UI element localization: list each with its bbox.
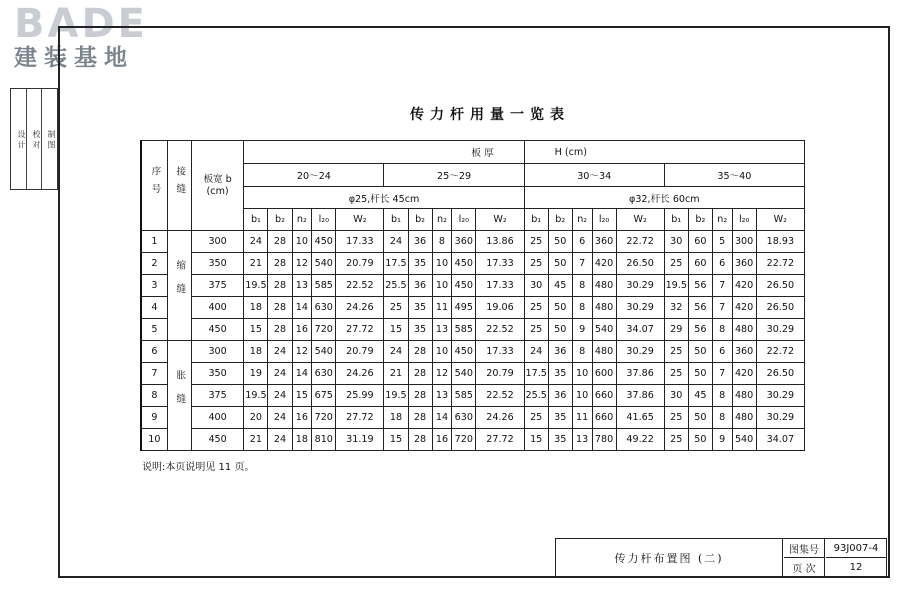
- table-cell: 50: [548, 231, 572, 253]
- table-cell: 11: [432, 297, 452, 319]
- table-cell: 810: [312, 429, 336, 451]
- table-cell: 25: [664, 363, 688, 385]
- table-cell: 11: [572, 407, 592, 429]
- table-cell: 28: [408, 385, 432, 407]
- table-cell: 30.29: [616, 275, 664, 297]
- table-row: [141, 253, 805, 275]
- table-cell: 25: [664, 429, 688, 451]
- table-cell: 34.07: [756, 429, 804, 451]
- table-cell: 50: [688, 407, 712, 429]
- table-cell: 660: [592, 407, 616, 429]
- row-number: 10: [141, 429, 167, 451]
- table-cell: 56: [688, 297, 712, 319]
- table-cell: 24.26: [336, 363, 384, 385]
- row-number: 6: [141, 341, 167, 363]
- table-cell: 540: [452, 363, 476, 385]
- table-cell: 37.86: [616, 385, 664, 407]
- table-cell: 24: [244, 231, 268, 253]
- table-cell: 540: [592, 319, 616, 341]
- table-cell: 49.22: [616, 429, 664, 451]
- row-width: 450: [191, 319, 244, 341]
- table-cell: 600: [592, 363, 616, 385]
- table-row: [141, 319, 805, 341]
- table-cell: 22.52: [476, 385, 524, 407]
- table-cell: 420: [592, 253, 616, 275]
- row-width: 350: [191, 363, 244, 385]
- table-cell: 720: [312, 319, 336, 341]
- row-width: 300: [191, 231, 244, 253]
- table-cell: 21: [244, 253, 268, 275]
- subheader-4: W₂: [336, 209, 384, 231]
- table-cell: 17.5: [524, 363, 548, 385]
- table-cell: 15: [384, 429, 408, 451]
- table-cell: 10: [572, 363, 592, 385]
- table-cell: 13: [292, 275, 312, 297]
- table-cell: 35: [548, 363, 572, 385]
- table-cell: 19.5: [244, 275, 268, 297]
- row-number: 4: [141, 297, 167, 319]
- table-cell: 10: [432, 341, 452, 363]
- table-cell: 16: [432, 429, 452, 451]
- table-cell: 24: [268, 385, 292, 407]
- header-width: 板宽 b (cm): [191, 141, 244, 231]
- table-cell: 27.72: [336, 319, 384, 341]
- atlas-label: 图集号: [784, 539, 825, 558]
- table-cell: 36: [408, 275, 432, 297]
- table-cell: 450: [452, 253, 476, 275]
- subheader-0: b₁: [524, 209, 548, 231]
- table-cell: 480: [592, 341, 616, 363]
- row-number: 2: [141, 253, 167, 275]
- table-cell: 5: [712, 231, 732, 253]
- sidebar-col-check: 校 对: [32, 129, 41, 149]
- page-title: 传力杆用量一览表: [410, 107, 570, 123]
- table-cell: 630: [452, 407, 476, 429]
- table-cell: 14: [292, 297, 312, 319]
- table-cell: 36: [548, 385, 572, 407]
- logo-mark: BADE: [14, 1, 148, 47]
- row-number: 5: [141, 319, 167, 341]
- table-cell: 25: [524, 231, 548, 253]
- table-cell: 720: [312, 407, 336, 429]
- subheader-3: l₂₀: [592, 209, 616, 231]
- table-cell: 8: [712, 385, 732, 407]
- table-cell: 15: [292, 385, 312, 407]
- table-cell: 30: [524, 275, 548, 297]
- table-cell: 495: [452, 297, 476, 319]
- table-cell: 25: [524, 253, 548, 275]
- table-cell: 8: [572, 297, 592, 319]
- table-cell: 18: [244, 297, 268, 319]
- table-cell: 9: [572, 319, 592, 341]
- table-cell: 13: [432, 319, 452, 341]
- table-cell: 12: [432, 363, 452, 385]
- table-cell: 585: [452, 319, 476, 341]
- table-cell: 13: [572, 429, 592, 451]
- table-cell: 26.50: [756, 275, 804, 297]
- table-cell: 35: [548, 429, 572, 451]
- bar-spec-32: φ32,杆长 60cm: [524, 187, 804, 209]
- table-cell: 35: [548, 407, 572, 429]
- table-cell: 13.86: [476, 231, 524, 253]
- table-cell: 7: [572, 253, 592, 275]
- row-width: 375: [191, 275, 244, 297]
- table-cell: 24: [268, 363, 292, 385]
- joint-group-expand: 胀缝: [167, 341, 191, 451]
- table-cell: 14: [432, 407, 452, 429]
- table-cell: 26.50: [756, 363, 804, 385]
- table-cell: 18: [384, 407, 408, 429]
- table-cell: 19.5: [384, 385, 408, 407]
- sidebar-col-draw: 制 图: [47, 129, 56, 149]
- table-cell: 20.79: [476, 363, 524, 385]
- table-cell: 6: [712, 341, 732, 363]
- table-row: [141, 385, 805, 407]
- range-1: 20～24: [244, 164, 384, 187]
- table-cell: 18.93: [756, 231, 804, 253]
- table-cell: 630: [312, 297, 336, 319]
- table-cell: 41.65: [616, 407, 664, 429]
- table-cell: 29: [664, 319, 688, 341]
- row-number: 7: [141, 363, 167, 385]
- table-cell: 675: [312, 385, 336, 407]
- table-cell: 450: [452, 275, 476, 297]
- drawing-name: 传力杆布置图 (二): [556, 539, 783, 576]
- table-cell: 12: [292, 253, 312, 275]
- table-cell: 480: [592, 275, 616, 297]
- table-cell: 30.29: [616, 341, 664, 363]
- table-cell: 21: [244, 429, 268, 451]
- footnote: 说明:本页说明见 11 页。: [142, 462, 255, 473]
- table-cell: 360: [732, 253, 756, 275]
- table-cell: 56: [688, 319, 712, 341]
- approval-sidebar: [10, 88, 58, 190]
- table-cell: 22.72: [756, 341, 804, 363]
- table-cell: 30: [664, 231, 688, 253]
- table-cell: 24.26: [336, 297, 384, 319]
- table-cell: 19: [244, 363, 268, 385]
- table-cell: 45: [688, 385, 712, 407]
- title-block: [555, 538, 887, 577]
- table-row: [141, 231, 805, 253]
- table-cell: 17.33: [476, 275, 524, 297]
- table-cell: 25: [524, 407, 548, 429]
- table-row: [141, 363, 805, 385]
- table-cell: 30.29: [616, 297, 664, 319]
- table-cell: 25: [664, 253, 688, 275]
- subheader-0: b₁: [384, 209, 408, 231]
- subheader-3: l₂₀: [452, 209, 476, 231]
- subheader-2: n₂: [712, 209, 732, 231]
- table-cell: 540: [732, 429, 756, 451]
- table-cell: 660: [592, 385, 616, 407]
- table-cell: 15: [244, 319, 268, 341]
- row-width: 450: [191, 429, 244, 451]
- table-cell: 10: [292, 231, 312, 253]
- table-cell: 21: [384, 363, 408, 385]
- page-label: 页 次: [784, 558, 825, 576]
- table-cell: 450: [452, 341, 476, 363]
- table-cell: 8: [432, 231, 452, 253]
- table-cell: 30.29: [756, 407, 804, 429]
- table-cell: 19.06: [476, 297, 524, 319]
- table-cell: 32: [664, 297, 688, 319]
- table-cell: 450: [312, 231, 336, 253]
- row-width: 300: [191, 341, 244, 363]
- table-cell: 50: [688, 363, 712, 385]
- table-cell: 35: [408, 253, 432, 275]
- range-4: 35～40: [664, 164, 804, 187]
- table-cell: 17.5: [384, 253, 408, 275]
- table-cell: 20.79: [336, 341, 384, 363]
- table-cell: 14: [292, 363, 312, 385]
- table-cell: 18: [244, 341, 268, 363]
- table-cell: 10: [432, 253, 452, 275]
- row-number: 9: [141, 407, 167, 429]
- logo-subtitle: 建装基地: [14, 45, 134, 71]
- page-value: 12: [849, 561, 863, 573]
- table-cell: 26.50: [616, 253, 664, 275]
- table-cell: 8: [572, 341, 592, 363]
- row-width: 375: [191, 385, 244, 407]
- table-cell: 720: [452, 429, 476, 451]
- table-cell: 585: [312, 275, 336, 297]
- subheader-4: W₂: [616, 209, 664, 231]
- table-cell: 50: [548, 253, 572, 275]
- table-cell: 10: [572, 385, 592, 407]
- table-cell: 540: [312, 253, 336, 275]
- atlas-value: 93J007-4: [826, 539, 886, 558]
- table-cell: 8: [712, 407, 732, 429]
- table-cell: 16: [292, 407, 312, 429]
- table-cell: 420: [732, 363, 756, 385]
- table-cell: 15: [384, 319, 408, 341]
- table-cell: 26.50: [756, 297, 804, 319]
- table-cell: 630: [312, 363, 336, 385]
- table-cell: 9: [712, 429, 732, 451]
- table-cell: 35: [408, 319, 432, 341]
- table-cell: 28: [268, 297, 292, 319]
- table-cell: 60: [688, 253, 712, 275]
- subheader-0: b₁: [244, 209, 268, 231]
- range-3: 30～34: [524, 164, 664, 187]
- table-cell: 37.86: [616, 363, 664, 385]
- table-cell: 36: [408, 231, 432, 253]
- table-cell: 540: [312, 341, 336, 363]
- table-cell: 18: [292, 429, 312, 451]
- table-row: [141, 341, 805, 363]
- table-cell: 480: [592, 297, 616, 319]
- table-cell: 300: [732, 231, 756, 253]
- bar-spec-25: φ25,杆长 45cm: [244, 187, 524, 209]
- table-cell: 24.26: [476, 407, 524, 429]
- row-width: 400: [191, 297, 244, 319]
- table-cell: 7: [712, 297, 732, 319]
- row-width: 350: [191, 253, 244, 275]
- row-number: 8: [141, 385, 167, 407]
- table-cell: 30: [664, 385, 688, 407]
- table-cell: 27.72: [476, 429, 524, 451]
- table-cell: 25.5: [384, 275, 408, 297]
- table-cell: 25: [384, 297, 408, 319]
- table-cell: 360: [592, 231, 616, 253]
- table-cell: 50: [548, 319, 572, 341]
- table-cell: 360: [732, 341, 756, 363]
- table-cell: 19.5: [244, 385, 268, 407]
- table-cell: 22.52: [476, 319, 524, 341]
- subheader-1: b₂: [548, 209, 572, 231]
- table-cell: 19.5: [664, 275, 688, 297]
- table-cell: 25: [524, 319, 548, 341]
- table-row: [141, 407, 805, 429]
- row-number: 3: [141, 275, 167, 297]
- table-cell: 34.07: [616, 319, 664, 341]
- table-cell: 31.19: [336, 429, 384, 451]
- subheader-1: b₂: [268, 209, 292, 231]
- table-cell: 7: [712, 363, 732, 385]
- table-cell: 56: [688, 275, 712, 297]
- table-row: [141, 275, 805, 297]
- table-cell: 6: [712, 253, 732, 275]
- table-cell: 25.5: [524, 385, 548, 407]
- table-cell: 16: [292, 319, 312, 341]
- table-cell: 25: [664, 341, 688, 363]
- table-cell: 12: [292, 341, 312, 363]
- table-cell: 28: [408, 363, 432, 385]
- range-2: 25～29: [384, 164, 524, 187]
- table-cell: 22.72: [756, 253, 804, 275]
- subheader-3: l₂₀: [732, 209, 756, 231]
- table-cell: 50: [688, 429, 712, 451]
- subheader-1: b₂: [688, 209, 712, 231]
- subheader-2: n₂: [572, 209, 592, 231]
- table-cell: 480: [732, 319, 756, 341]
- table-cell: 24: [268, 341, 292, 363]
- table-cell: 27.72: [336, 407, 384, 429]
- table-cell: 20.79: [336, 253, 384, 275]
- subheader-0: b₁: [664, 209, 688, 231]
- table-cell: 10: [432, 275, 452, 297]
- subheader-2: n₂: [292, 209, 312, 231]
- subheader-1: b₂: [408, 209, 432, 231]
- table-cell: 36: [548, 341, 572, 363]
- subheader-2: n₂: [432, 209, 452, 231]
- table-cell: 585: [452, 385, 476, 407]
- table-cell: 28: [408, 429, 432, 451]
- table-cell: 28: [268, 275, 292, 297]
- header-thickness: 板 厚: [244, 141, 524, 164]
- table-cell: 6: [572, 231, 592, 253]
- table-cell: 25.99: [336, 385, 384, 407]
- dowel-usage-table: [140, 140, 805, 451]
- table-cell: 24: [384, 341, 408, 363]
- table-cell: 8: [712, 319, 732, 341]
- table-cell: 25: [664, 407, 688, 429]
- table-cell: 28: [268, 319, 292, 341]
- table-cell: 17.33: [476, 253, 524, 275]
- table-cell: 28: [408, 407, 432, 429]
- table-cell: 24: [268, 429, 292, 451]
- joint-group-shrink: 缩缝: [167, 231, 191, 341]
- table-cell: 24: [524, 341, 548, 363]
- table-cell: 50: [548, 297, 572, 319]
- table-cell: 50: [688, 341, 712, 363]
- table-cell: 28: [268, 231, 292, 253]
- subheader-3: l₂₀: [312, 209, 336, 231]
- table-row: [141, 297, 805, 319]
- table-cell: 60: [688, 231, 712, 253]
- table-cell: 30.29: [756, 319, 804, 341]
- table-cell: 24: [384, 231, 408, 253]
- table-cell: 22.72: [616, 231, 664, 253]
- table-cell: 420: [732, 275, 756, 297]
- table-cell: 480: [732, 385, 756, 407]
- table-cell: 13: [432, 385, 452, 407]
- header-unit: H (cm): [524, 141, 804, 164]
- table-row: [141, 429, 805, 451]
- table-cell: 28: [408, 341, 432, 363]
- table-cell: 30.29: [756, 385, 804, 407]
- row-width: 400: [191, 407, 244, 429]
- subheader-4: W₂: [756, 209, 804, 231]
- subheader-4: W₂: [476, 209, 524, 231]
- table-cell: 25: [524, 297, 548, 319]
- table-cell: 8: [572, 275, 592, 297]
- table-cell: 45: [548, 275, 572, 297]
- table-cell: 24: [268, 407, 292, 429]
- header-seq: 序号: [141, 141, 167, 231]
- sidebar-col-design: 设 计: [17, 129, 26, 149]
- table-cell: 28: [268, 253, 292, 275]
- table-cell: 420: [732, 297, 756, 319]
- table-cell: 7: [712, 275, 732, 297]
- table-cell: 480: [732, 407, 756, 429]
- table-cell: 17.33: [336, 231, 384, 253]
- table-cell: 780: [592, 429, 616, 451]
- header-joint: 接缝: [167, 141, 191, 231]
- table-cell: 17.33: [476, 341, 524, 363]
- table-cell: 35: [408, 297, 432, 319]
- table-cell: 15: [524, 429, 548, 451]
- table-cell: 22.52: [336, 275, 384, 297]
- table-cell: 20: [244, 407, 268, 429]
- table-cell: 360: [452, 231, 476, 253]
- row-number: 1: [141, 231, 167, 253]
